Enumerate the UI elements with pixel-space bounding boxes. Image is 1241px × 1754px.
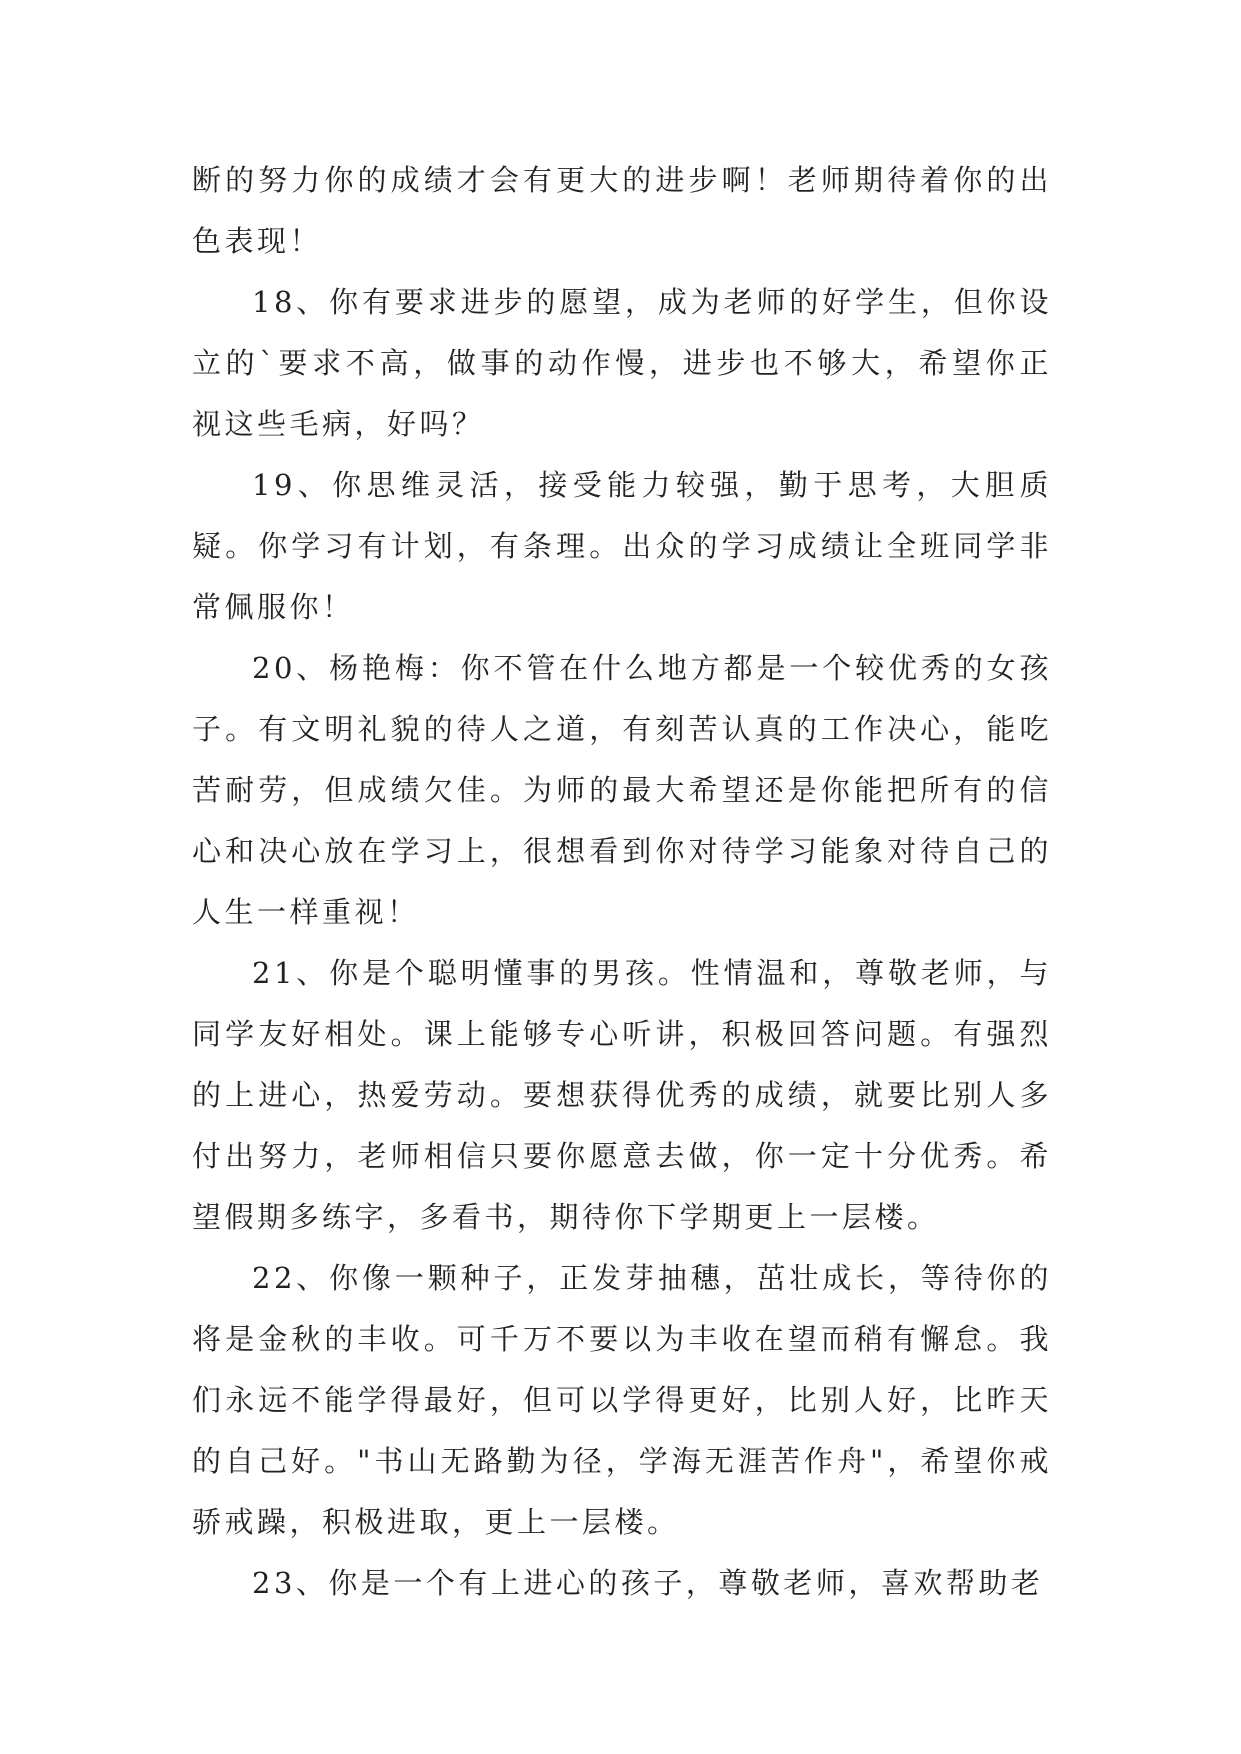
paragraph-item-21: 21、你是个聪明懂事的男孩。性情温和，尊敬老师，与同学友好相处。课上能够专心听讲，积极回答问题。有强烈的上进心，热爱劳动。要想获得优秀的成绩，就要比别人多付出努力，老师相信只要你愿意去做，你一定十分优秀。希望假期多练字，多看书，期待你下学期更上一层楼。 — [192, 956, 1052, 1234]
paragraph-item-18: 18、你有要求进步的愿望，成为老师的好学生，但你设立的`要求不高，做事的动作慢，进步也不够大，希望你正视这些毛病，好吗？ — [192, 285, 1052, 441]
paragraph-continuation: 断的努力你的成绩才会有更大的进步啊！老师期待着你的出色表现！ — [192, 163, 1052, 258]
document-body — [192, 150, 1052, 1614]
paragraph-item-22: 22、你像一颗种子，正发芽抽穗，茁壮成长，等待你的将是金秋的丰收。可千万不要以为丰收在望而稍有懈怠。我们永远不能学得最好，但可以学得更好，比别人好，比昨天的自己好。"书山无路勤为径，学海无涯苦作舟"，希望你戒骄戒躁，积极进取，更上一层楼。 — [192, 1261, 1052, 1539]
paragraph-item-23: 23、你是一个有上进心的孩子，尊敬老师，喜欢帮助老 — [252, 1566, 1044, 1600]
paragraph-item-20: 20、杨艳梅：你不管在什么地方都是一个较优秀的女孩子。有文明礼貌的待人之道，有刻苦认真的工作决心，能吃苦耐劳，但成绩欠佳。为师的最大希望还是你能把所有的信心和决心放在学习上，很想看到你对待学习能象对待自己的人生一样重视！ — [192, 651, 1052, 929]
paragraph-item-19: 19、你思维灵活，接受能力较强，勤于思考，大胆质疑。你学习有计划，有条理。出众的学习成绩让全班同学非常佩服你！ — [192, 468, 1052, 624]
